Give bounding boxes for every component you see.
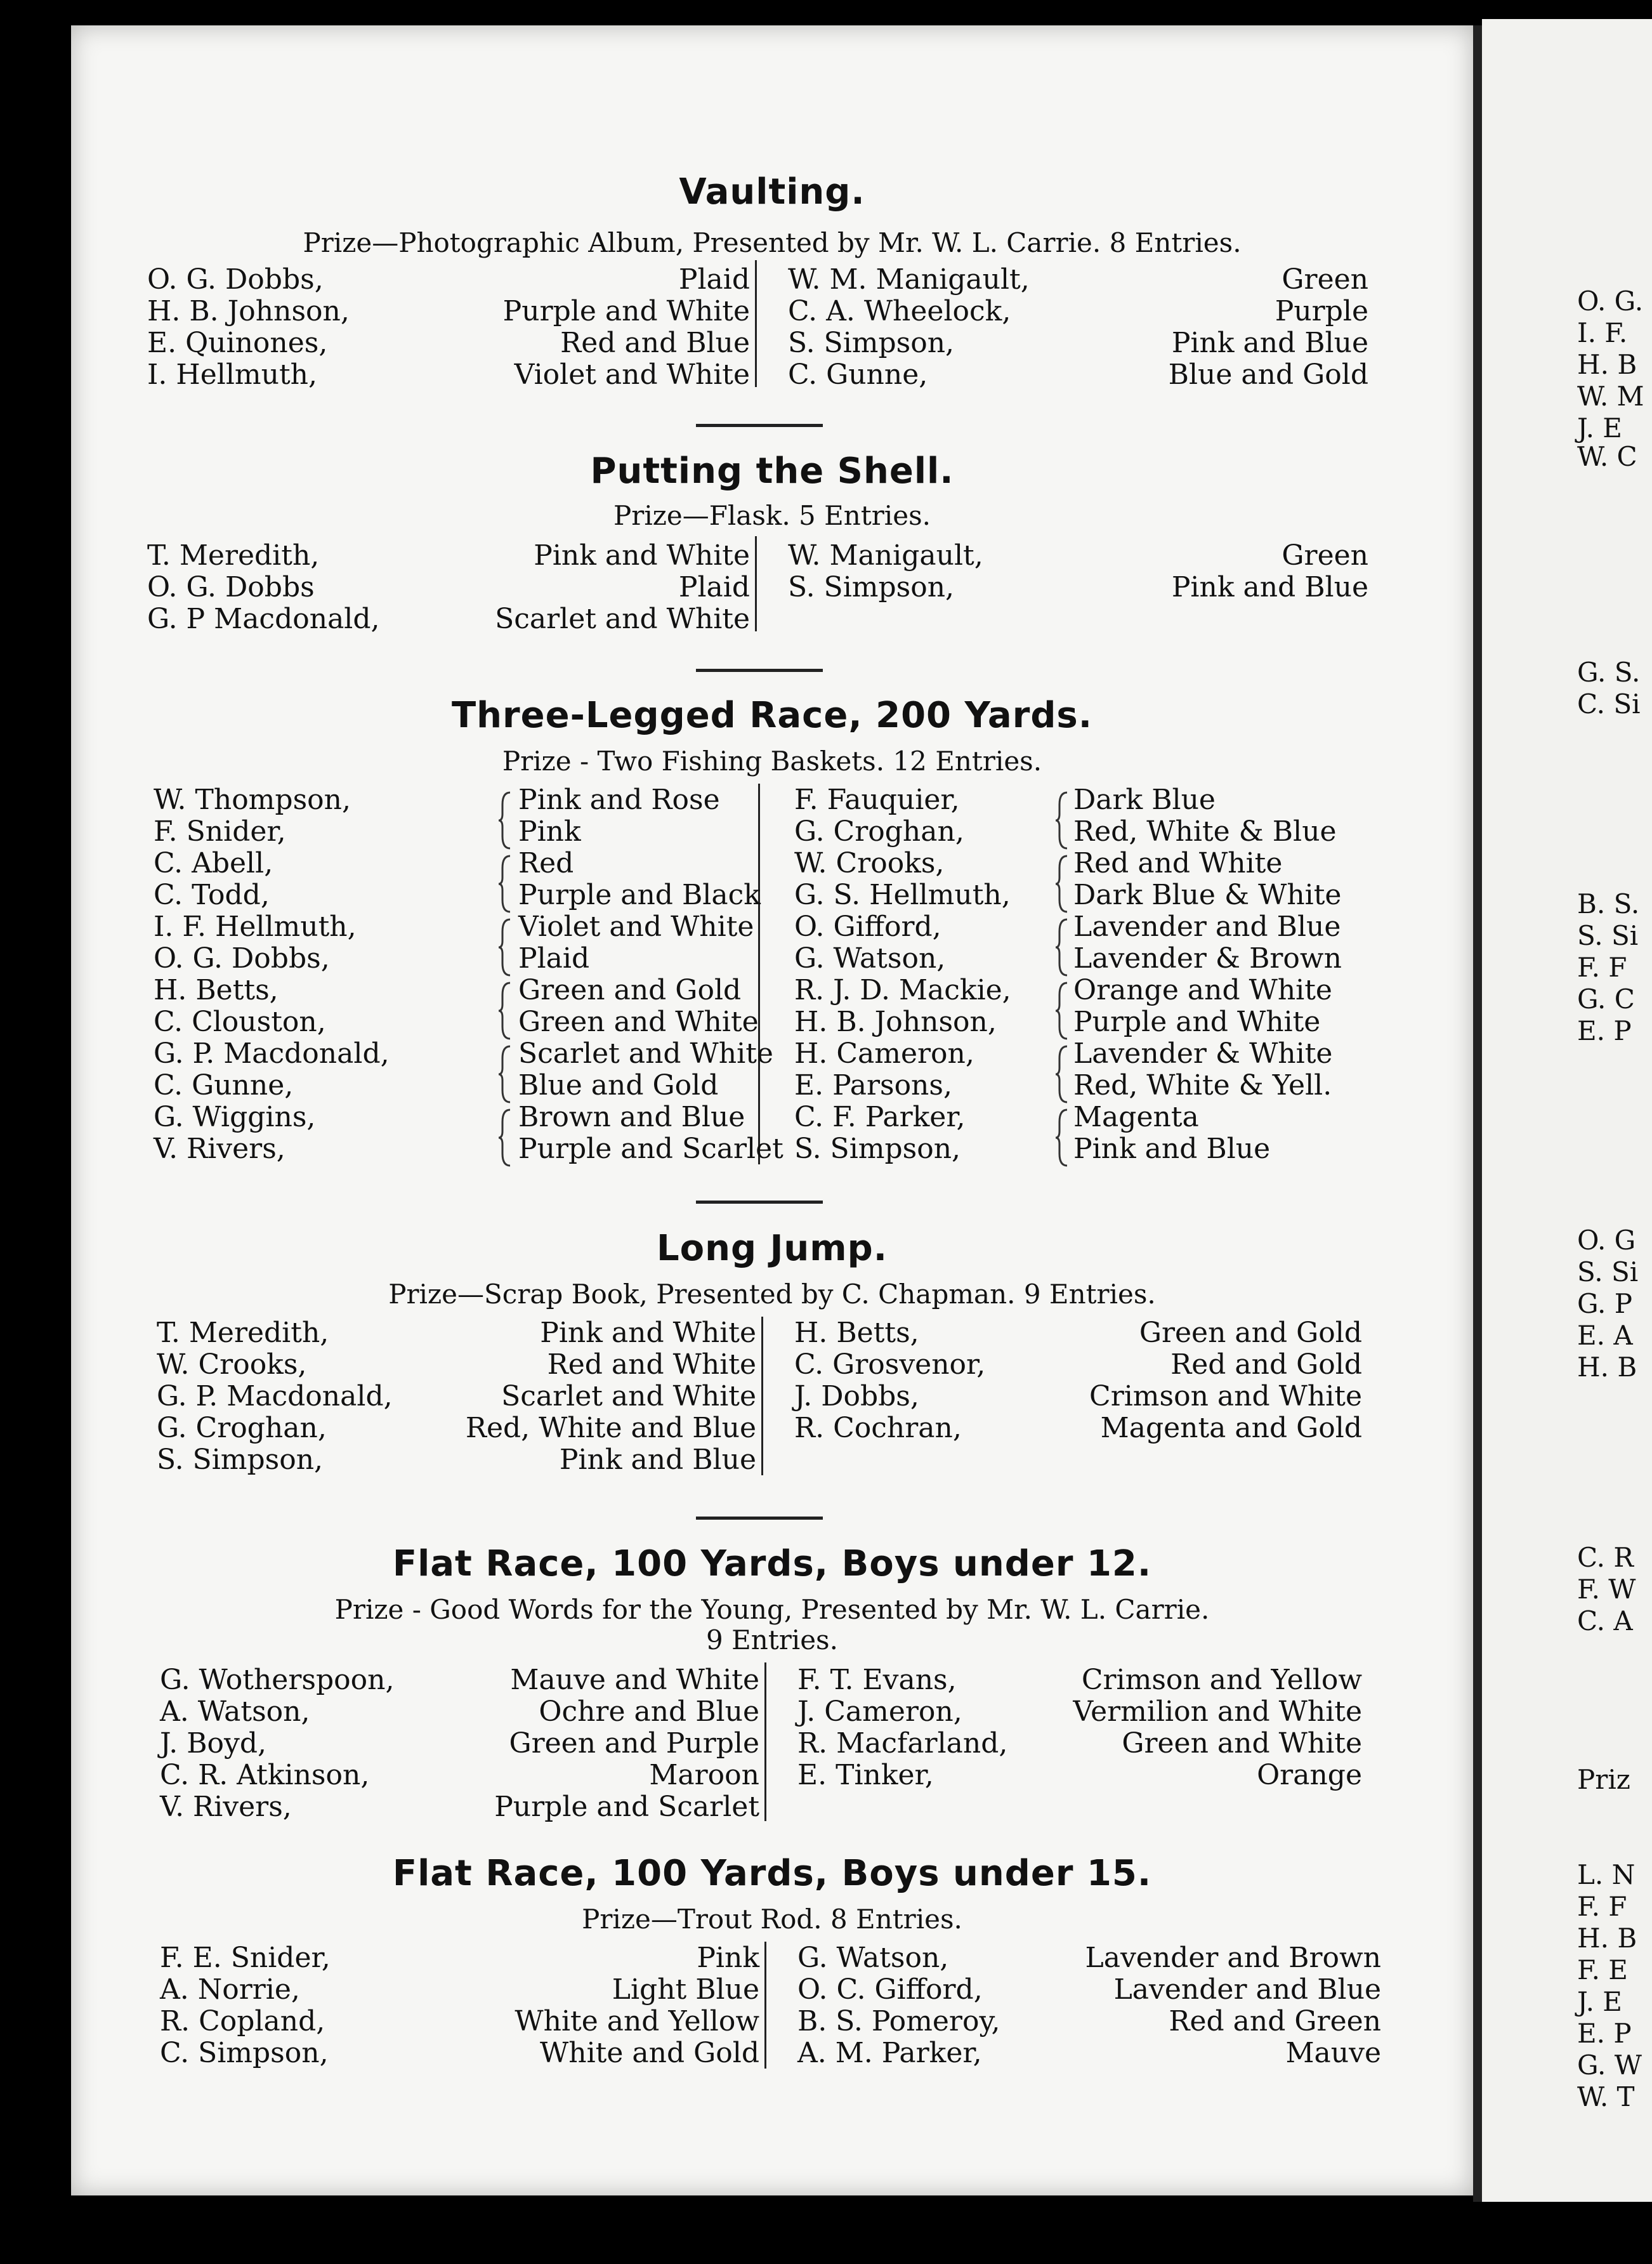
entrant-colors: Magenta <box>1073 1101 1199 1133</box>
event-title: Flat Race, 100 Yards, Boys under 15. <box>392 1853 1152 1894</box>
page-fold <box>1473 25 1482 2202</box>
prize-line: Prize—Photographic Album, Presented by Mr. W. L. Carrie. 8 Entries. <box>303 227 1242 258</box>
fragment: H. B <box>1577 1923 1637 1954</box>
entrant-name: G. S. Hellmuth, <box>794 879 1011 911</box>
fragment: H. B <box>1577 1352 1637 1383</box>
entrant-name: J. Boyd, <box>160 1727 267 1760</box>
entrant-colors: Pink <box>518 815 581 848</box>
column-divider <box>761 1317 763 1475</box>
entrant-colors: Purple <box>1275 295 1368 327</box>
entrant-colors: Red and Blue <box>560 327 750 359</box>
entrant-name: V. Rivers, <box>154 1133 285 1165</box>
entrant-colors: Purple and White <box>1073 1006 1321 1038</box>
fragment: F. F <box>1577 952 1627 983</box>
entrant-name: S. Simpson, <box>788 571 955 603</box>
program-page <box>71 25 1473 2195</box>
entrant-name: E. Parsons, <box>794 1069 952 1102</box>
entrant-colors: Green and Purple <box>509 1727 759 1760</box>
entrant-colors: Violet and White <box>514 359 750 391</box>
entrant-colors: Magenta and Gold <box>1100 1412 1362 1444</box>
fragment: L. N <box>1577 1859 1636 1890</box>
entrant-name: S. Simpson, <box>794 1133 961 1165</box>
entrant-colors: Violet and White <box>518 911 754 943</box>
entrant-colors: Red and White <box>1073 847 1283 879</box>
entrant-name: O. G. Dobbs, <box>154 942 330 975</box>
entrant-name: E. Tinker, <box>797 1759 934 1791</box>
entrant-name: G. Watson, <box>794 942 946 975</box>
entrant-colors: Pink and Rose <box>518 784 720 816</box>
entrant-name: C. Gunne, <box>788 359 928 391</box>
prize-line: Prize—Scrap Book, Presented by C. Chapman. 9 Entries. <box>388 1279 1156 1310</box>
entrant-name: G. P. Macdonald, <box>154 1037 390 1070</box>
entrant-colors: Red and Gold <box>1170 1348 1362 1381</box>
event-title: Three-Legged Race, 200 Yards. <box>451 695 1093 736</box>
prize-line: Prize—Flask. 5 Entries. <box>613 500 931 531</box>
entrant-colors: Blue and Gold <box>518 1069 719 1102</box>
entrant-colors: Red, White & Yell. <box>1073 1069 1332 1102</box>
entrant-name: R. Macfarland, <box>797 1727 1008 1760</box>
fragment: C. Si <box>1577 688 1641 720</box>
fragment: G. P <box>1577 1288 1633 1319</box>
event-title: Putting the Shell. <box>590 451 954 492</box>
entrant-name: G. Wiggins, <box>154 1101 316 1133</box>
entrant-colors: Red <box>518 847 574 879</box>
entrant-colors: Purple and Scarlet <box>518 1133 783 1165</box>
entrant-name: G. P. Macdonald, <box>157 1380 393 1412</box>
fragment: O. G. <box>1577 286 1644 317</box>
pairing-braces-left <box>496 789 515 1169</box>
entrant-colors: Dark Blue & White <box>1073 879 1342 911</box>
fragment: E. P <box>1577 2018 1632 2049</box>
fragment: F. F <box>1577 1891 1627 1922</box>
entrant-name: C. Gunne, <box>154 1069 294 1102</box>
fragment: C. R <box>1577 1542 1634 1573</box>
entrant-name: O. C. Gifford, <box>797 1973 983 2006</box>
entrant-colors: Lavender and Blue <box>1073 911 1341 943</box>
entrant-name: W. Crooks, <box>794 847 945 879</box>
entrant-colors: Plaid <box>678 571 750 603</box>
entrant-colors: Pink <box>697 1942 759 1974</box>
fragment: G. C <box>1577 984 1635 1015</box>
prize-line: Prize - Good Words for the Young, Presented by Mr. W. L. Carrie. <box>334 1594 1210 1625</box>
event-title: Long Jump. <box>656 1228 888 1269</box>
fragment: J. E <box>1577 1986 1622 2017</box>
entrant-name: C. Clouston, <box>154 1006 326 1038</box>
entrant-colors: Scarlet and White <box>518 1037 773 1070</box>
fragment: I. F. <box>1577 317 1628 348</box>
entrant-colors: Mauve <box>1285 2037 1381 2069</box>
entrant-colors: Orange and White <box>1073 974 1332 1006</box>
column-divider <box>758 784 760 1164</box>
entrant-colors: Green <box>1282 539 1368 572</box>
section-rule <box>696 1517 823 1520</box>
entrant-name: S. Simpson, <box>157 1444 324 1476</box>
entrant-colors: Green and Gold <box>518 974 742 1006</box>
entrant-name: W. M. Manigault, <box>788 263 1030 296</box>
entrant-colors: Purple and White <box>502 295 750 327</box>
column-divider <box>755 536 757 631</box>
fragment: H. B <box>1577 349 1637 380</box>
entrant-colors: Orange <box>1257 1759 1362 1791</box>
entrant-name: R. J. D. Mackie, <box>794 974 1011 1006</box>
fragment: G. S. <box>1577 657 1641 688</box>
entrant-name: I. Hellmuth, <box>147 359 317 391</box>
section-rule <box>696 1201 823 1204</box>
fragment: W. T <box>1577 2081 1635 2112</box>
entrant-name: C. Simpson, <box>160 2037 329 2069</box>
entrant-name: R. Cochran, <box>794 1412 962 1444</box>
fragment: C. A <box>1577 1605 1633 1636</box>
section-rule <box>696 424 823 427</box>
entrant-colors: Maroon <box>649 1759 759 1791</box>
entrant-name: E. Quinones, <box>147 327 328 359</box>
fragment: W. C <box>1577 441 1637 472</box>
entrant-colors: Blue and Gold <box>1168 359 1368 391</box>
event-title: Vaulting. <box>679 171 865 213</box>
entrant-colors: Plaid <box>678 263 750 296</box>
entrant-name: G. Croghan, <box>157 1412 327 1444</box>
entrant-name: C. Abell, <box>154 847 273 879</box>
entrant-name: C. A. Wheelock, <box>788 295 1011 327</box>
entrant-name: W. Manigault, <box>788 539 983 572</box>
fragment: O. G <box>1577 1225 1636 1256</box>
section-rule <box>696 669 823 672</box>
entrant-name: B. S. Pomeroy, <box>797 2005 1000 2037</box>
fragment: G. W <box>1577 2050 1642 2081</box>
entrant-name: H. Cameron, <box>794 1037 974 1070</box>
entrant-name: A. Watson, <box>160 1695 310 1728</box>
entrant-name: H. B. Johnson, <box>794 1006 997 1038</box>
entrant-colors: Crimson and White <box>1089 1380 1362 1412</box>
entrant-colors: Ochre and Blue <box>539 1695 759 1728</box>
fragment: E. P <box>1577 1015 1632 1046</box>
fragment: E. A <box>1577 1320 1633 1351</box>
entrant-colors: Green <box>1282 263 1368 296</box>
entrant-name: A. M. Parker, <box>797 2037 982 2069</box>
entrant-colors: Light Blue <box>612 1973 759 2006</box>
entrant-name: H. Betts, <box>154 974 279 1006</box>
entrant-colors: White and Gold <box>540 2037 759 2069</box>
entries-count: 9 Entries. <box>706 1624 838 1655</box>
entrant-name: O. Gifford, <box>794 911 941 943</box>
fragment: F. W <box>1577 1574 1636 1605</box>
entrant-colors: Lavender & Brown <box>1073 942 1342 975</box>
entrant-name: C. F. Parker, <box>794 1101 966 1133</box>
entrant-colors: Brown and Blue <box>518 1101 745 1133</box>
entrant-name: I. F. Hellmuth, <box>154 911 357 943</box>
entrant-colors: Lavender and Brown <box>1085 1942 1381 1974</box>
entrant-colors: Pink and White <box>534 539 750 572</box>
entrant-name: T. Meredith, <box>147 539 320 572</box>
entrant-name: O. G. Dobbs, <box>147 263 324 296</box>
entrant-name: G. Croghan, <box>794 815 964 848</box>
entrant-name: A. Norrie, <box>160 1973 300 2006</box>
fragment: B. S. <box>1577 888 1640 919</box>
entrant-colors: Green and Gold <box>1139 1317 1362 1349</box>
adjacent-page-edge <box>1482 19 1652 2202</box>
entrant-colors: Plaid <box>518 942 590 975</box>
entrant-colors: Pink and Blue <box>1073 1133 1271 1165</box>
entrant-colors: Red and Green <box>1169 2005 1381 2037</box>
entrant-name: V. Rivers, <box>160 1791 292 1823</box>
entrant-colors: Scarlet and White <box>501 1380 756 1412</box>
fragment: S. Si <box>1577 920 1639 951</box>
entrant-name: J. Dobbs, <box>794 1380 919 1412</box>
entrant-name: C. Grosvenor, <box>794 1348 986 1381</box>
entrant-name: W. Thompson, <box>154 784 351 816</box>
entrant-name: F. Snider, <box>154 815 286 848</box>
entrant-name: H. Betts, <box>794 1317 919 1349</box>
entrant-colors: Pink and White <box>540 1317 756 1349</box>
entrant-colors: Vermilion and White <box>1073 1695 1362 1728</box>
fragment: J. E <box>1577 412 1622 444</box>
entrant-colors: Purple and Scarlet <box>494 1791 759 1823</box>
entrant-name: T. Meredith, <box>157 1317 329 1349</box>
entrant-name: G. P Macdonald, <box>147 603 380 635</box>
entrant-name: J. Cameron, <box>797 1695 962 1728</box>
fragment: W. M <box>1577 381 1644 412</box>
entrant-colors: Red, White & Blue <box>1073 815 1337 848</box>
entrant-name: O. G. Dobbs <box>147 571 315 603</box>
entrant-colors: Crimson and Yellow <box>1081 1664 1362 1696</box>
entrant-colors: Green and White <box>518 1006 759 1038</box>
entrant-name: G. Watson, <box>797 1942 949 1974</box>
entrant-colors: Lavender and Blue <box>1113 1973 1381 2006</box>
entrant-colors: Green and White <box>1122 1727 1362 1760</box>
entrant-name: F. Fauquier, <box>794 784 960 816</box>
fragment: F. E <box>1577 1954 1628 1985</box>
entrant-colors: Pink and Blue <box>559 1444 756 1476</box>
entrant-colors: Pink and Blue <box>1171 571 1368 603</box>
entrant-name: G. Wotherspoon, <box>160 1664 395 1696</box>
prize-line: Prize - Two Fishing Baskets. 12 Entries. <box>502 746 1042 777</box>
entrant-colors: Lavender & White <box>1073 1037 1333 1070</box>
prize-line: Prize—Trout Rod. 8 Entries. <box>582 1904 962 1935</box>
entrant-colors: Red and White <box>547 1348 756 1381</box>
entrant-colors: Dark Blue <box>1073 784 1216 816</box>
fragment: S. Si <box>1577 1256 1639 1287</box>
entrant-name: R. Copland, <box>160 2005 325 2037</box>
entrant-colors: White and Yellow <box>515 2005 759 2037</box>
entrant-name: F. E. Snider, <box>160 1942 331 1974</box>
event-title: Flat Race, 100 Yards, Boys under 12. <box>392 1543 1152 1584</box>
entrant-name: H. B. Johnson, <box>147 295 350 327</box>
entrant-colors: Mauve and White <box>510 1664 759 1696</box>
entrant-name: C. R. Atkinson, <box>160 1759 370 1791</box>
column-divider <box>755 260 757 387</box>
fragment: Priz <box>1577 1764 1630 1795</box>
entrant-colors: Scarlet and White <box>495 603 750 635</box>
entrant-colors: Red, White and Blue <box>465 1412 756 1444</box>
entrant-colors: Purple and Black <box>518 879 761 911</box>
entrant-name: F. T. Evans, <box>797 1664 957 1696</box>
column-divider <box>764 1942 766 2069</box>
column-divider <box>764 1662 766 1821</box>
entrant-name: W. Crooks, <box>157 1348 307 1381</box>
pairing-braces-right <box>1053 789 1072 1169</box>
entrant-colors: Pink and Blue <box>1171 327 1368 359</box>
entrant-name: S. Simpson, <box>788 327 955 359</box>
entrant-name: C. Todd, <box>154 879 270 911</box>
